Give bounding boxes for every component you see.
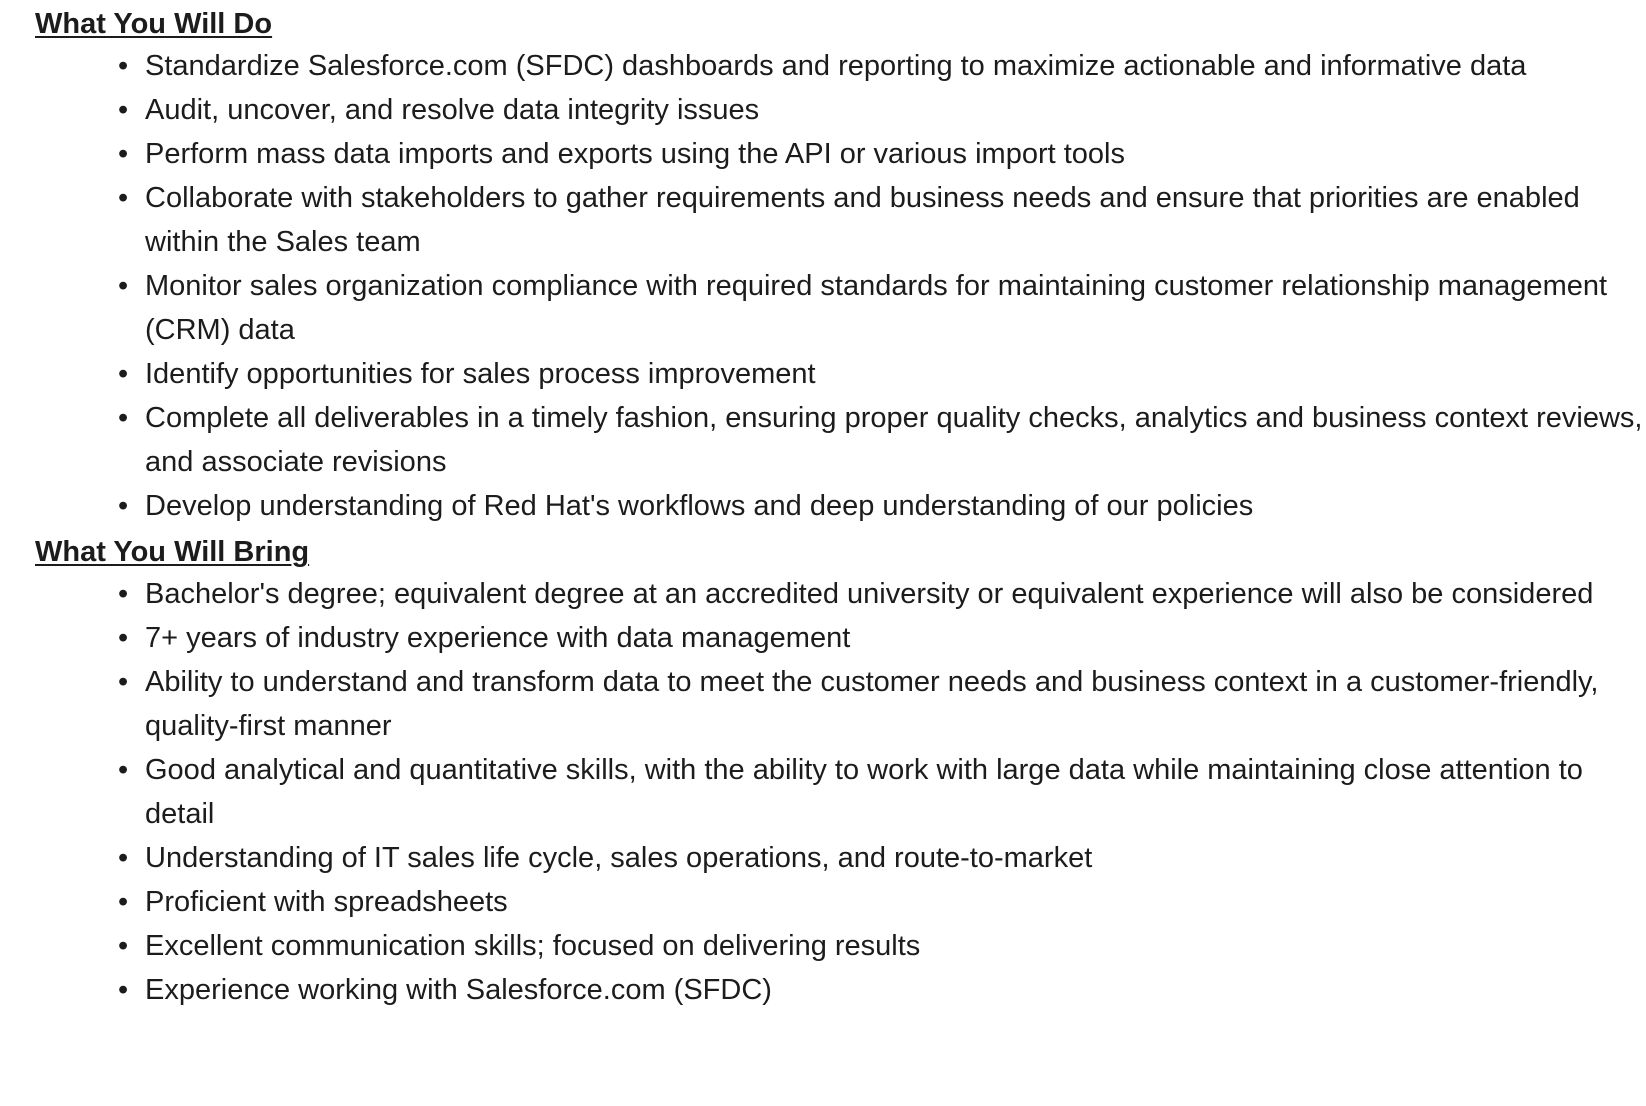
bullet-icon: • xyxy=(118,622,129,654)
list-item xyxy=(118,880,1645,924)
list-item xyxy=(118,264,1645,352)
list-item xyxy=(118,924,1645,968)
list-item xyxy=(118,44,1645,88)
list-item-text: Standardize Salesforce.com (SFDC) dashboards and reporting to maximize actionable and informative data xyxy=(145,50,1527,82)
bullet-icon: • xyxy=(118,578,129,610)
bullet-icon: • xyxy=(118,402,129,434)
list-item xyxy=(118,352,1645,396)
bullet-icon: • xyxy=(118,182,129,214)
list-item-text: Experience working with Salesforce.com (SFDC) xyxy=(145,974,772,1006)
bullet-icon: • xyxy=(118,358,129,390)
bullet-icon: • xyxy=(118,974,129,1006)
list-item xyxy=(118,132,1645,176)
bullet-icon: • xyxy=(118,842,129,874)
bullet-icon: • xyxy=(118,94,129,126)
list-item-text: Monitor sales organization compliance with required standards for maintaining customer relationship management (CRM) data xyxy=(145,270,1608,346)
list-item-text: Proficient with spreadsheets xyxy=(145,886,508,918)
list-item-text: 7+ years of industry experience with data management xyxy=(145,622,851,654)
list-item-text: Develop understanding of Red Hat's workflows and deep understanding of our policies xyxy=(145,490,1254,522)
bullet-icon: • xyxy=(118,490,129,522)
list-item xyxy=(118,484,1645,528)
bullet-icon: • xyxy=(118,930,129,962)
list-item-text: Good analytical and quantitative skills, with the ability to work with large data while maintaining close attention to detail xyxy=(145,754,1583,830)
list-item-text: Excellent communication skills; focused on delivering results xyxy=(145,930,921,962)
bullet-icon: • xyxy=(118,754,129,786)
bullet-icon: • xyxy=(118,50,129,82)
bullet-icon: • xyxy=(118,270,129,302)
list-item xyxy=(118,88,1645,132)
list-item xyxy=(118,572,1645,616)
list-item-text: Complete all deliverables in a timely fashion, ensuring proper quality checks, analytics and business context reviews, and associate revisions xyxy=(145,402,1643,478)
list-item xyxy=(118,968,1645,1012)
list-item xyxy=(118,176,1645,264)
list-item-text: Ability to understand and transform data to meet the customer needs and business context in a customer-friendly, quality-first manner xyxy=(145,666,1599,742)
list-item xyxy=(118,616,1645,660)
list-item-text: Collaborate with stakeholders to gather requirements and business needs and ensure that priorities are enabled within the Sales team xyxy=(145,182,1580,258)
list-item xyxy=(118,836,1645,880)
list-item xyxy=(118,748,1645,836)
list-item-text: Understanding of IT sales life cycle, sales operations, and route-to-market xyxy=(145,842,1093,874)
bullet-icon: • xyxy=(118,138,129,170)
list-item xyxy=(118,396,1645,484)
section-heading-what-you-will-do: What You Will Do xyxy=(35,8,273,40)
bullet-icon: • xyxy=(118,886,129,918)
section-heading-what-you-will-bring: What You Will Bring xyxy=(35,536,310,568)
responsibilities-list xyxy=(35,44,1646,528)
list-item-text: Bachelor's degree; equivalent degree at an accredited university or equivalent experience will also be considered xyxy=(145,578,1594,610)
qualifications-list xyxy=(35,572,1646,1012)
list-item-text: Identify opportunities for sales process improvement xyxy=(145,358,816,390)
bullet-icon: • xyxy=(118,666,129,698)
list-item-text: Perform mass data imports and exports using the API or various import tools xyxy=(145,138,1125,170)
list-item-text: Audit, uncover, and resolve data integrity issues xyxy=(145,94,760,126)
list-item xyxy=(118,660,1645,748)
